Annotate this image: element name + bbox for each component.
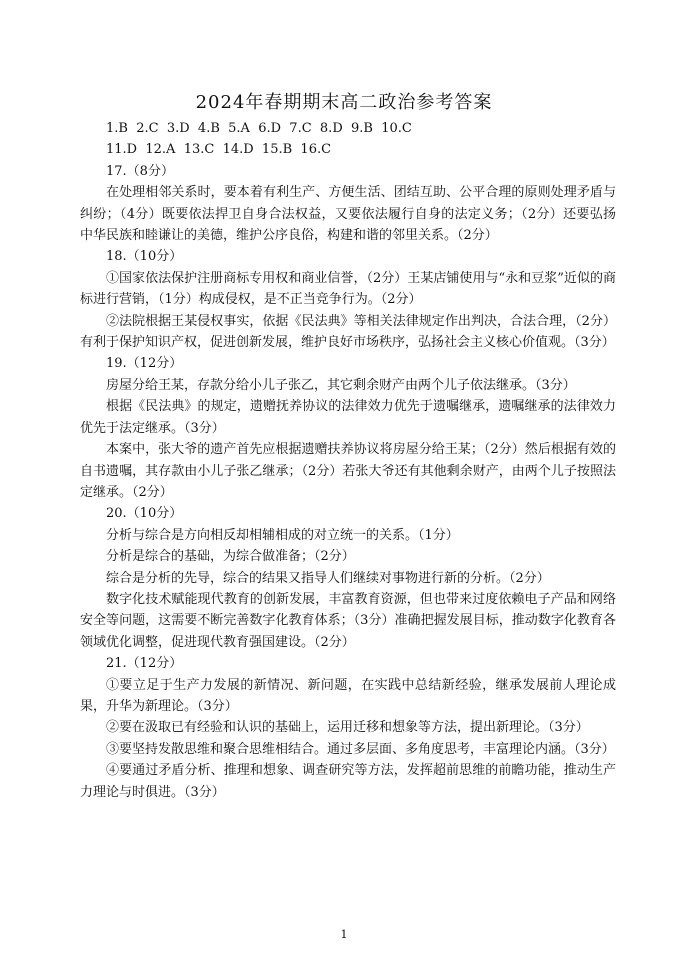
question-17-answer: 在处理相邻关系时，要本着有利生产、方便生活、团结互助、公平合理的原则处理矛盾与纠纷；（4分）既要依法捍卫自身合法权益，又要依法履行自身的法定义务；（2分）还要弘扬中华民族和睦谦让的美德，维护公序良俗，构建和谐的邻里关系。（2分） <box>80 185 616 244</box>
question-19-answer-3: 本案中，张大爷的遗产首先应根据遗赠扶养协议将房屋分给王某；（2分）然后根据有效的自书遗嘱，其存款由小儿子张乙继承；（2分）若张大爷还有其他剩余财产，由两个儿子按照法定继承。（2分） <box>80 442 616 500</box>
question-20-answer-2: 分析是综合的基础，为综合做准备；（2分） <box>106 549 355 565</box>
question-19-answer-1: 房屋分给王某，存款分给小儿子张乙，其它剩余财产由两个儿子依法继承。（3分） <box>106 377 576 393</box>
answer-content <box>80 118 616 803</box>
page-title: 2024年春期期末高二政治参考答案 <box>195 92 493 113</box>
question-21-heading: 21.（12分） <box>106 656 183 672</box>
question-18-answer-1: ①国家依法保护注册商标专用权和商业信誉，（2分）王某店铺使用与“永和豆浆”近似的商标进行营销，（1分）构成侵权，是不正当竞争行为。（2分） <box>80 270 616 308</box>
question-18-heading: 18.（10分） <box>106 249 183 265</box>
question-17-heading: 17.（8分） <box>106 163 174 179</box>
page-number: 1 <box>340 928 348 941</box>
question-20-answer-4: 数字化技术赋能现代教育的创新发展，丰富教育资源，但也带来过度依赖电子产品和网络安全等问题，这需要不断完善数字化教育体系；（3分）准确把握发展目标，推动数字化教育各领域优化调整，促进现代教育强国建设。（2分） <box>80 591 616 650</box>
choice-answers-row-2: 11.D 12.A 13.C 14.D 15.B 16.C <box>106 142 332 158</box>
choice-answers-row-1: 1.B 2.C 3.D 4.B 5.A 6.D 7.C 8.D 9.B 10.C <box>106 121 412 136</box>
question-21-answer-3: ③要坚持发散思维和聚合思维相结合。通过多层面、多角度思考，丰富理论内涵。（3分） <box>106 741 615 757</box>
question-21-answer-1: ①要立足于生产力发展的新情况、新问题，在实践中总结新经验，继承发展前人理论成果，升华为新理论。（3分） <box>80 677 616 714</box>
question-21-answer-2: ②要在汲取已有经验和认识的基础上，运用迁移和想象等方法，提出新理论。（3分） <box>106 720 589 736</box>
question-20-heading: 20.（10分） <box>106 506 183 522</box>
question-19-heading: 19.（12分） <box>106 356 183 372</box>
question-20-answer-1: 分析与综合是方向相反却相辅相成的对立统一的关系。（1分） <box>106 527 459 543</box>
question-21-answer-4: ④要通过矛盾分析、推理和想象、调查研究等方法，发挥超前思维的前瞻功能，推动生产力理论与时俱进。（3分） <box>80 763 616 800</box>
question-20-answer-3: 综合是分析的先导，综合的结果又指导人们继续对事物进行新的分析。（2分） <box>106 570 550 586</box>
question-18-answer-2: ②法院根据王某侵权事实，依据《民法典》等相关法律规定作出判决，合法合理，（2分）有利于保护知识产权，促进创新发展，维护良好市场秩序，弘扬社会主义核心价值观。（3分） <box>80 313 616 351</box>
question-19-answer-2: 根据《民法典》的规定，遗赠抚养协议的法律效力优先于遗嘱继承，遗嘱继承的法律效力优先于法定继承。（3分） <box>80 399 616 436</box>
